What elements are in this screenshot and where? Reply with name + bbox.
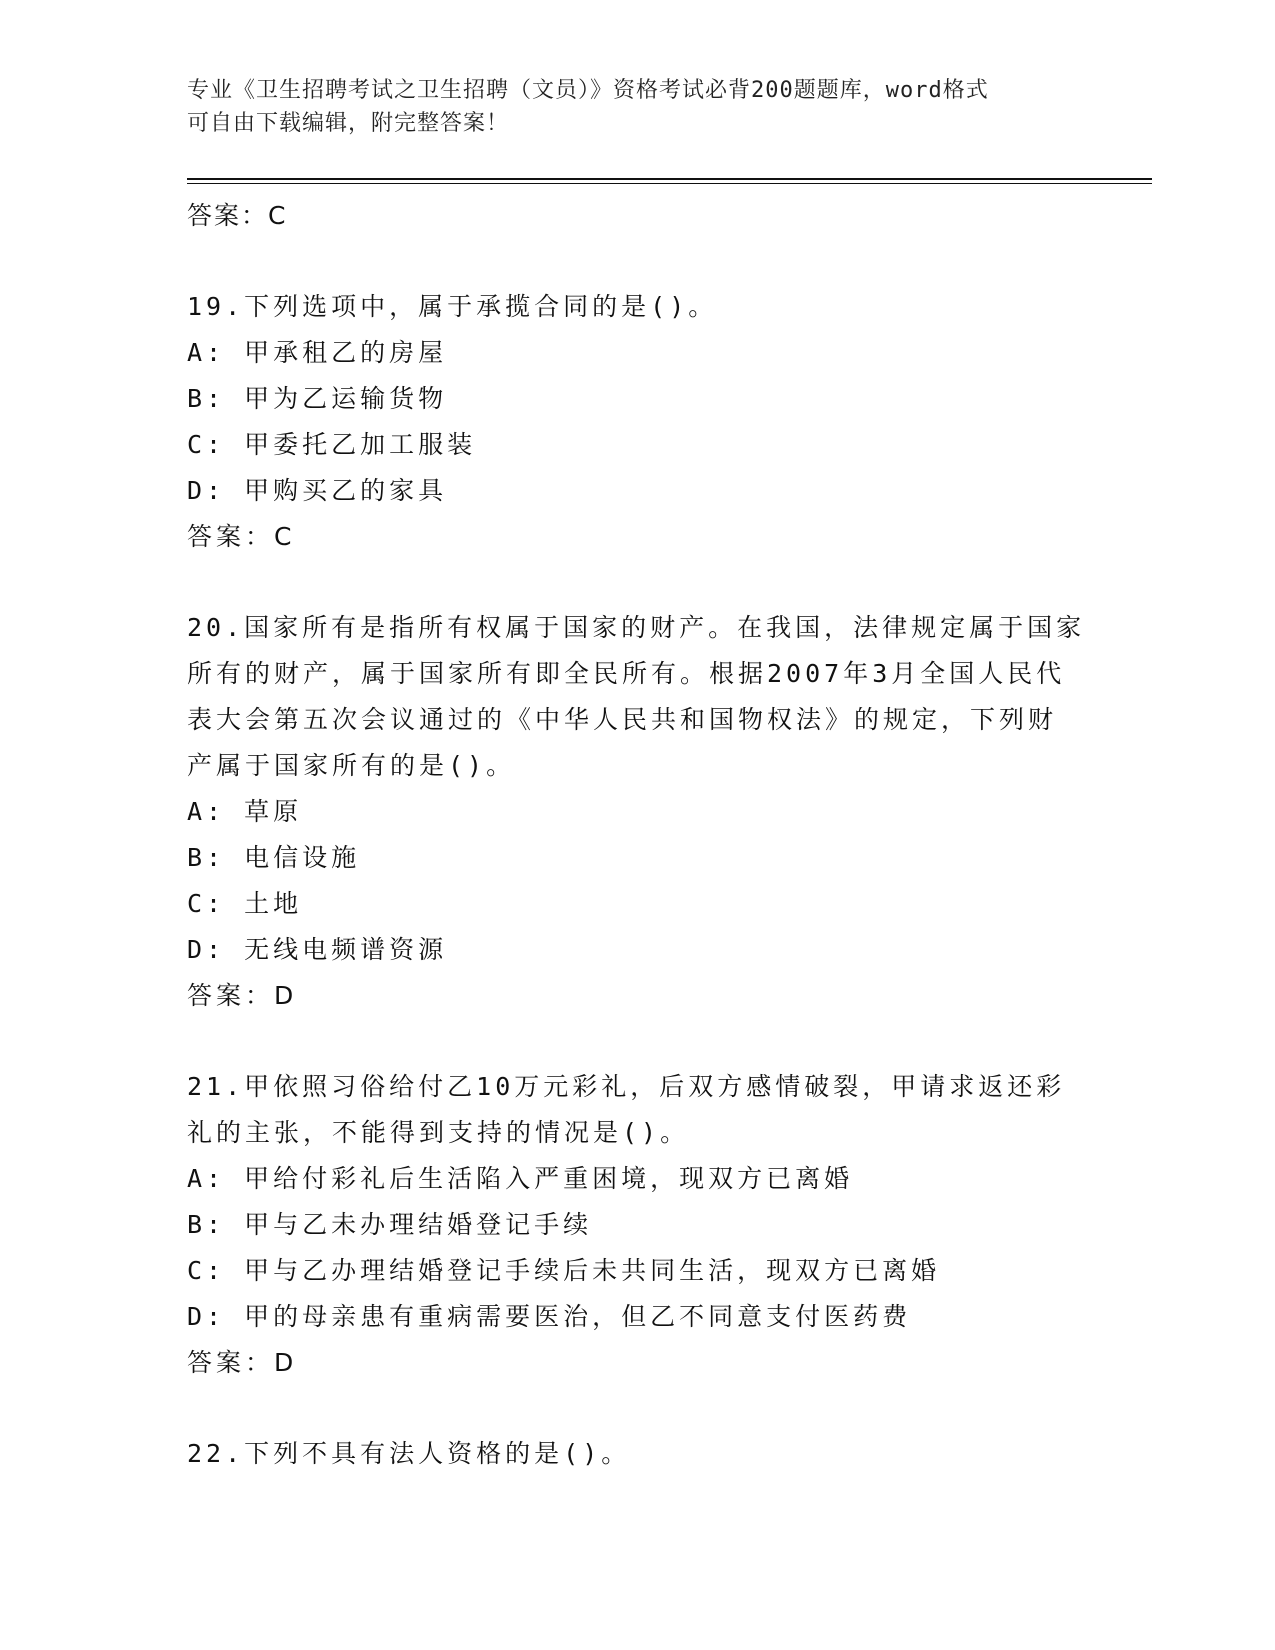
header-line-2: 可自由下载编辑，附完整答案！ — [187, 111, 510, 136]
header-line-1: 专业《卫生招聘考试之卫生招聘（文员）》资格考试必背200题题库，word格式 — [187, 78, 989, 103]
option-c: C: 土地 — [187, 889, 303, 918]
question-19 — [187, 284, 1087, 560]
option-a: A: 甲承租乙的房屋 — [187, 338, 448, 367]
document-body — [187, 193, 1087, 1477]
answer-line: 答案：D — [187, 1348, 298, 1377]
option-d: D: 无线电频谱资源 — [187, 935, 448, 964]
spacer — [187, 239, 1087, 284]
option-c: C: 甲委托乙加工服装 — [187, 430, 477, 459]
option-d: D: 甲的母亲患有重病需要医治，但乙不同意支付医药费 — [187, 1302, 912, 1331]
option-b: B: 电信设施 — [187, 843, 361, 872]
spacer — [187, 1386, 1087, 1431]
document-header — [187, 74, 1087, 140]
option-c: C: 甲与乙办理结婚登记手续后未共同生活，现双方已离婚 — [187, 1256, 941, 1285]
question-stem-line-2: 所有的财产，属于国家所有即全民所有。根据2007年3月全国人民代 — [187, 659, 1066, 688]
answer-line: 答案：C — [187, 522, 296, 551]
option-a: A: 甲给付彩礼后生活陷入严重困境，现双方已离婚 — [187, 1164, 854, 1193]
question-22 — [187, 1431, 1087, 1477]
question-20 — [187, 605, 1087, 1019]
option-b: B: 甲与乙未办理结婚登记手续 — [187, 1210, 593, 1239]
spacer — [187, 560, 1087, 605]
question-stem-line-1: 20.国家所有是指所有权属于国家的财产。在我国，法律规定属于国家 — [187, 613, 1086, 642]
question-stem-line-2: 礼的主张，不能得到支持的情况是()。 — [187, 1118, 690, 1147]
question-stem: 19.下列选项中，属于承揽合同的是()。 — [187, 292, 718, 321]
header-rule-thin — [187, 183, 1152, 184]
question-stem: 22.下列不具有法人资格的是()。 — [187, 1439, 631, 1468]
question-21 — [187, 1064, 1087, 1386]
answer-line: 答案：C — [187, 201, 288, 230]
question-stem-line-1: 21.甲依照习俗给付乙10万元彩礼，后双方感情破裂，甲请求返还彩 — [187, 1072, 1066, 1101]
option-b: B: 甲为乙运输货物 — [187, 384, 448, 413]
spacer — [187, 1019, 1087, 1064]
answer-line: 答案：D — [187, 981, 298, 1010]
question-stem-line-3: 表大会第五次会议通过的《中华人民共和国物权法》的规定，下列财 — [187, 705, 1058, 734]
question-stem-line-4: 产属于国家所有的是()。 — [187, 751, 516, 780]
answer-block-18 — [187, 193, 1087, 239]
option-d: D: 甲购买乙的家具 — [187, 476, 448, 505]
option-a: A: 草原 — [187, 797, 303, 826]
header-rule-thick — [187, 178, 1152, 180]
